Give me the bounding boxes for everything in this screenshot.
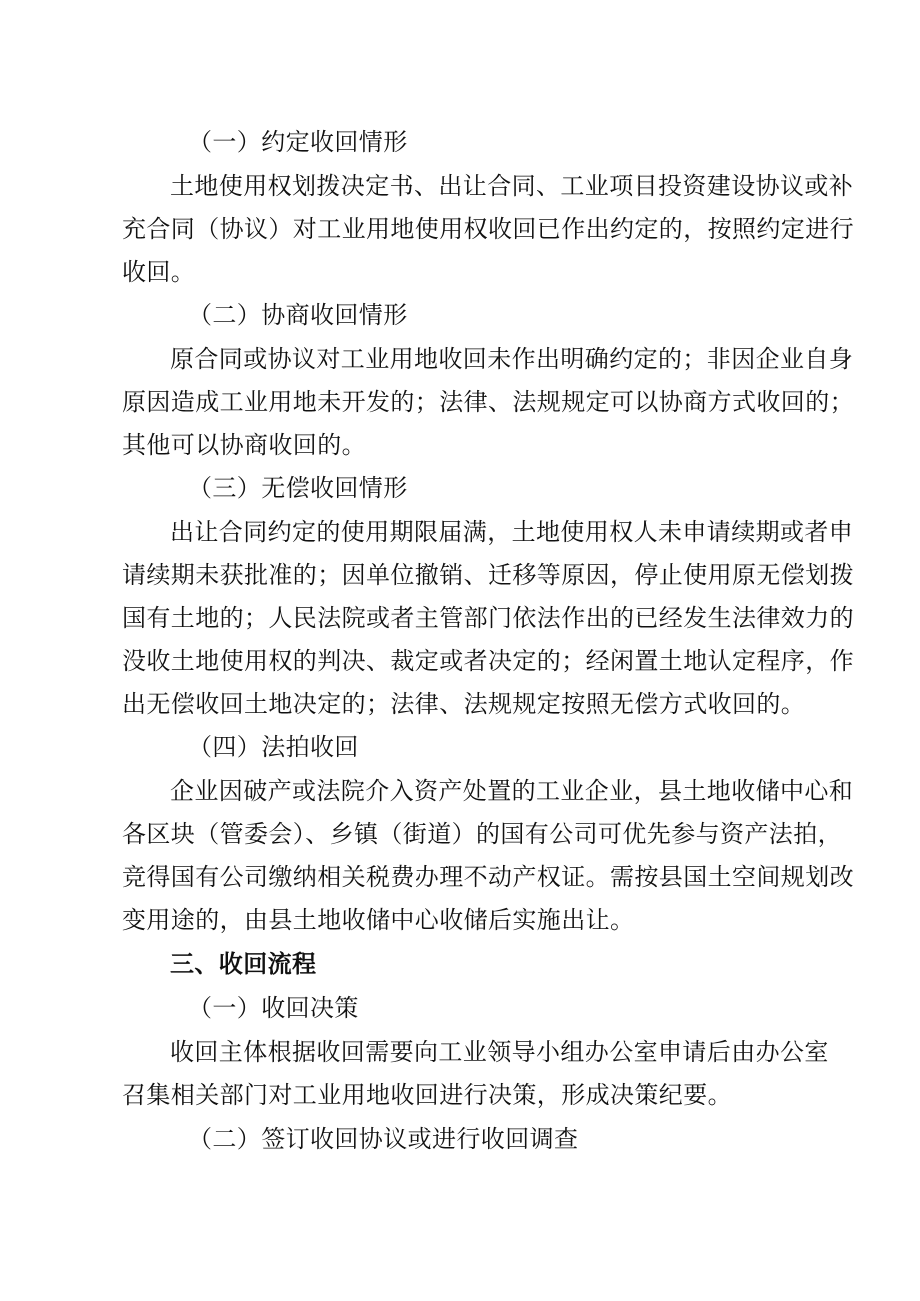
paragraph-line: 土地使用权划拨决定书、出让合同、工业项目投资建设协议或补 [170,172,854,200]
paragraph-line: 请续期未获批准的；因单位撤销、迁移等原因，停止使用原无偿划拨 [122,561,854,589]
chapter-title: 三、收回流程 [170,950,317,978]
subsection-heading-1: （一）收回决策 [188,994,359,1022]
paragraph-line: 竞得国有公司缴纳相关税费办理不动产权证。需按县国土空间规划改 [122,863,854,891]
paragraph-line: 变用途的，由县土地收储中心收储后实施出让。 [122,906,635,934]
paragraph-line: 收回。 [122,258,196,286]
section-heading-1: （一）约定收回情形 [188,128,408,156]
paragraph-line: 出让合同约定的使用期限届满，土地使用权人未申请续期或者申 [170,518,854,546]
paragraph-line: 各区块（管委会）、乡镇（街道）的国有公司可优先参与资产法拍， [122,820,842,848]
subsection-heading-2: （二）签订收回协议或进行收回调查 [188,1125,579,1153]
paragraph-line: 收回主体根据收回需要向工业领导小组办公室申请后由办公室 [170,1038,829,1066]
paragraph-line: 国有土地的；人民法院或者主管部门依法作出的已经发生法律效力的 [122,604,854,632]
paragraph-line: 没收土地使用权的判决、裁定或者决定的；经闲置土地认定程序，作 [122,647,854,675]
paragraph-line: 充合同（协议）对工业用地使用权收回已作出约定的，按照约定进行 [122,215,854,243]
section-heading-2: （二）协商收回情形 [188,301,408,329]
section-heading-3: （三）无偿收回情形 [188,474,408,502]
paragraph-line: 企业因破产或法院介入资产处置的工业企业，县土地收储中心和 [170,777,854,805]
paragraph-line: 出无偿收回土地决定的；法律、法规规定按照无偿方式收回的。 [122,690,806,718]
section-heading-4: （四）法拍收回 [188,733,359,761]
paragraph-line: 其他可以协商收回的。 [122,431,366,459]
paragraph-line: 召集相关部门对工业用地收回进行决策，形成决策纪要。 [122,1081,732,1109]
paragraph-line: 原合同或协议对工业用地收回未作出明确约定的；非因企业自身 [170,345,854,373]
paragraph-line: 原因造成工业用地未开发的；法律、法规规定可以协商方式收回的； [122,388,854,416]
